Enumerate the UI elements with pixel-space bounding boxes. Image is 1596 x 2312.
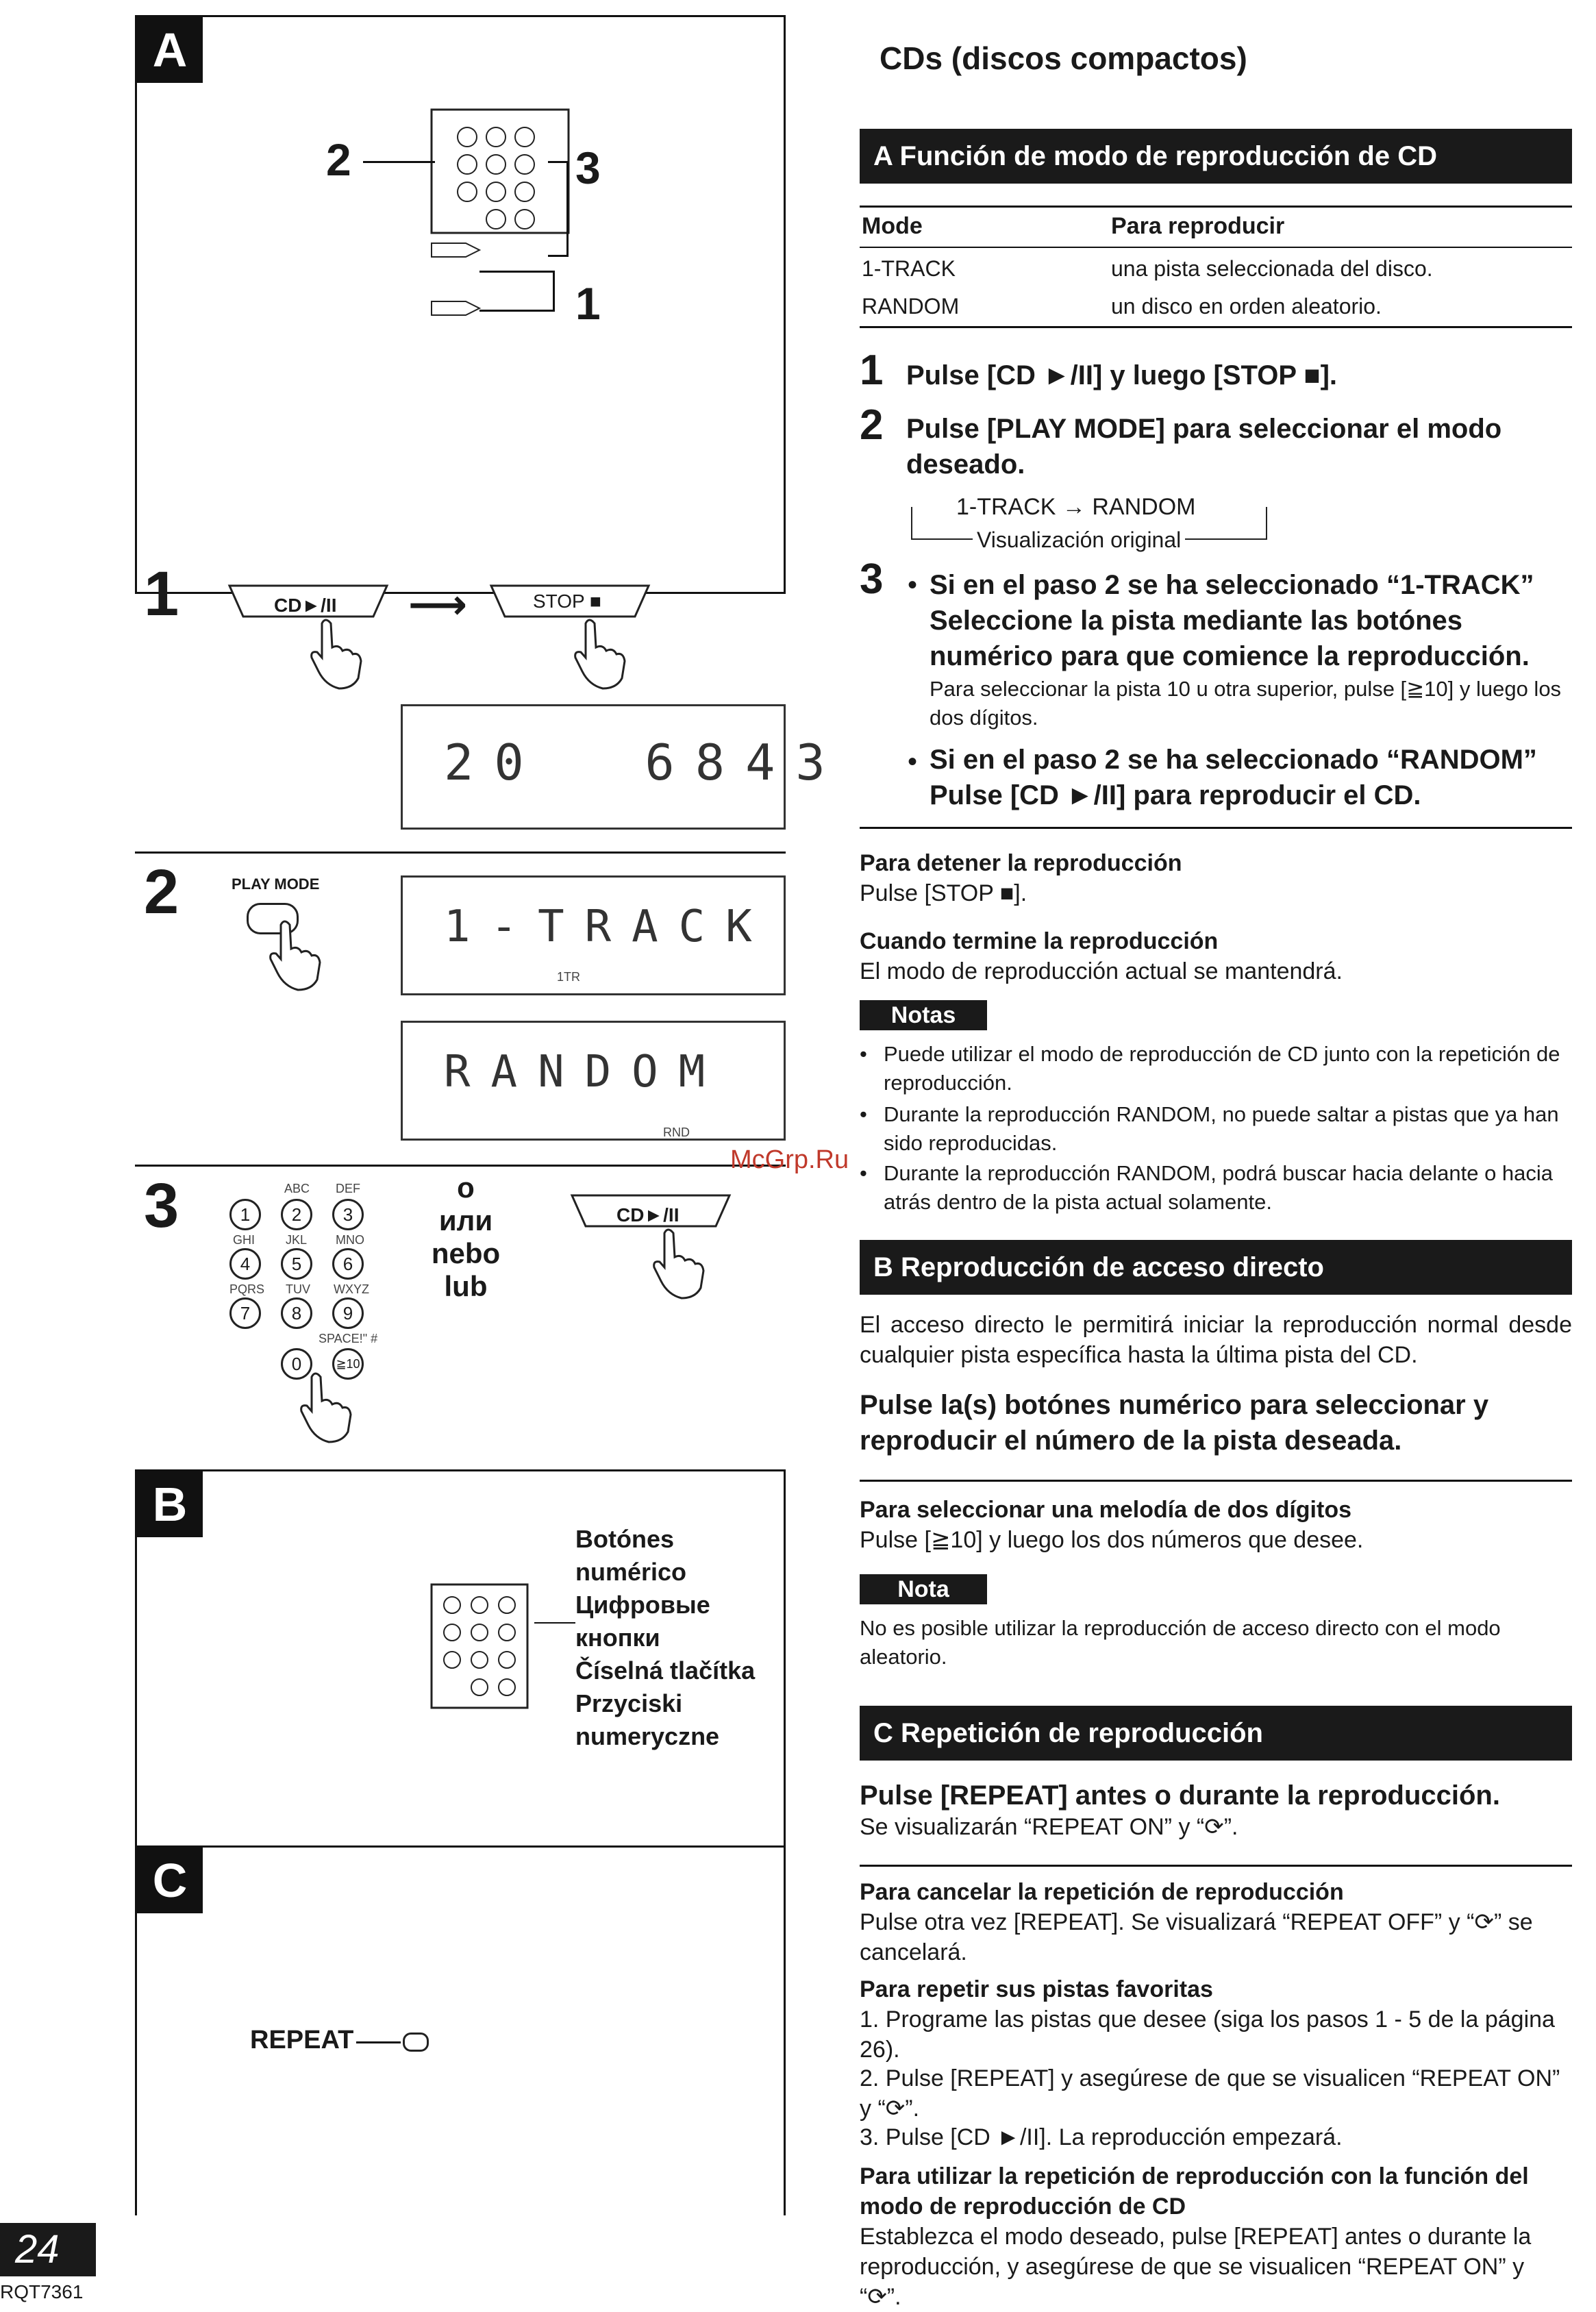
table-bottom-rule bbox=[860, 326, 1572, 328]
step-2-number: 2 bbox=[144, 857, 179, 927]
table-row-2-desc: un disco en orden aleatorio. bbox=[1111, 294, 1382, 319]
key-2[interactable]: 2 bbox=[281, 1199, 312, 1230]
key-6[interactable]: 6 bbox=[332, 1248, 364, 1280]
finger-press-icon bbox=[264, 918, 325, 993]
step3-bullet-1-dot: • bbox=[908, 570, 918, 600]
keypad-label-jkl: JKL bbox=[286, 1233, 308, 1247]
cd-play-pause-button-step3-label: CD►/II bbox=[616, 1204, 679, 1226]
doc-code: RQT7361 bbox=[0, 2281, 84, 2302]
panel-a bbox=[135, 15, 786, 594]
note-1: • Puede utilizar el modo de reproducción de CD junto con la repetición de reproducción. bbox=[860, 1042, 1560, 1095]
step3-bullet-2-title: Si en el paso 2 se ha seleccionado “RANDOM” bbox=[930, 745, 1537, 775]
callout-1: 1 bbox=[575, 278, 601, 329]
page-number: 24 bbox=[15, 2227, 60, 2272]
table-top-rule bbox=[860, 206, 1572, 208]
note-2-text: Durante la reproducción RANDOM, no puede saltar a pistas que ya han sido reproducidas. bbox=[884, 1102, 1559, 1155]
display-time bbox=[401, 704, 846, 830]
two-digit-text: Pulse [≧10] y luego los dos números que desee. bbox=[860, 1527, 1364, 1553]
display-random-indicator: RND bbox=[663, 1126, 690, 1139]
right-step-3-number: 3 bbox=[860, 556, 884, 603]
section-c-instruction: Pulse [REPEAT] antes o durante la reproducción. bbox=[860, 1780, 1500, 1811]
step-1-number: 1 bbox=[144, 559, 179, 629]
caption-line-3: Цифровые bbox=[575, 1591, 710, 1619]
panel-a-letter: A bbox=[137, 17, 203, 83]
stop-heading: Para detener la reproducción bbox=[860, 850, 1182, 876]
right-step-2-number: 2 bbox=[860, 401, 884, 449]
finger-press-icon bbox=[569, 617, 630, 692]
table-header-para: Para reproducir bbox=[1111, 213, 1285, 239]
keypad-label-wxyz: WXYZ bbox=[334, 1282, 369, 1296]
stop-text: Pulse [STOP ■]. bbox=[860, 880, 1027, 906]
right-step-2-text: Pulse [PLAY MODE] para seleccionar el modo deseado. bbox=[906, 414, 1502, 480]
table-row-2-mode: RANDOM bbox=[862, 294, 960, 319]
section-a-heading: A Función de modo de reproducción de CD bbox=[860, 129, 1572, 184]
finger-press-icon bbox=[295, 1370, 356, 1445]
right-step-1-text: Pulse [CD ►/II] y luego [STOP ■]. bbox=[906, 360, 1338, 390]
section-c-instruction-sub: Se visualizarán “REPEAT ON” y “⟳”. bbox=[860, 1814, 1238, 1840]
remote-keypad-illustration bbox=[428, 1581, 531, 1711]
callout-3-bracket bbox=[548, 161, 569, 257]
watermark: McGrp.Ru bbox=[730, 1145, 849, 1174]
section-c-rule bbox=[860, 1865, 1572, 1867]
fav-step-2: 2. Pulse [REPEAT] y asegúrese de que se visualicen “REPEAT ON” y “⟳”. bbox=[860, 2065, 1560, 2122]
notes-badge: Notas bbox=[860, 1000, 987, 1030]
section-b-rule bbox=[860, 1480, 1572, 1482]
step3-bullet-1-text: Seleccione la pista mediante las botónes numérico para que comience la reproducción. bbox=[930, 606, 1530, 671]
cancel-heading: Para cancelar la repetición de reproducción bbox=[860, 1879, 1344, 1905]
fav-heading: Para repetir sus pistas favoritas bbox=[860, 1976, 1213, 2002]
step3-bullet-2-text: Pulse [CD ►/II] para reproducir el CD. bbox=[930, 780, 1421, 810]
section-b-heading: B Reproducción de acceso directo bbox=[860, 1240, 1572, 1295]
caption-line-2: numérico bbox=[575, 1558, 687, 1586]
caption-line-4: кнопки bbox=[575, 1624, 660, 1652]
end-text: El modo de reproducción actual se mantendrá. bbox=[860, 958, 1343, 984]
key-9[interactable]: 9 bbox=[332, 1297, 364, 1329]
divider-step3 bbox=[135, 1165, 786, 1167]
panel-c-letter: C bbox=[137, 1848, 203, 1913]
repeat-button[interactable] bbox=[403, 2033, 429, 2052]
step3-bullet-2-dot: • bbox=[908, 747, 918, 777]
display-1-track-text: 1-TRACK bbox=[444, 902, 773, 952]
panel-c bbox=[135, 1845, 786, 2215]
key-8[interactable]: 8 bbox=[281, 1297, 312, 1329]
callout-1-bracket bbox=[479, 271, 555, 312]
end-heading: Cuando termine la reproducción bbox=[860, 928, 1219, 954]
table-header-mode: Mode bbox=[862, 213, 923, 239]
key-1[interactable]: 1 bbox=[229, 1199, 261, 1230]
keypad-label-mno: MNO bbox=[336, 1233, 364, 1247]
divider-step2 bbox=[135, 852, 786, 854]
panel-b bbox=[135, 1469, 786, 1848]
stop-button-label: STOP ■ bbox=[533, 591, 601, 612]
or-word-ru: или bbox=[438, 1204, 493, 1236]
note-2: • Durante la reproducción RANDOM, no puede saltar a pistas que ya han sido reproducidas. bbox=[860, 1102, 1559, 1155]
display-random-text: RANDOM bbox=[444, 1047, 726, 1097]
caption-line-7: numeryczne bbox=[575, 1722, 720, 1750]
numeric-buttons-caption bbox=[575, 1523, 755, 1753]
key-3[interactable]: 3 bbox=[332, 1199, 364, 1230]
repeat-callout-line bbox=[356, 2041, 401, 2043]
func-text: Establezca el modo deseado, pulse [REPEAT] antes o durante la reproducción, y asegúrese de que se visualicen “REPEAT ON” y “⟳”. bbox=[860, 2224, 1532, 2310]
section-b-intro: El acceso directo le permitirá iniciar la reproducción normal desde cualquier pista específica hasta la última pista del CD. bbox=[860, 1312, 1572, 1368]
callout-3: 3 bbox=[575, 142, 601, 193]
display-random bbox=[401, 1021, 786, 1141]
keypad-label-ghi: GHI bbox=[233, 1233, 255, 1247]
or-word-es: o bbox=[457, 1171, 475, 1204]
section-a-rule bbox=[860, 827, 1572, 829]
table-row-1-mode: 1-TRACK bbox=[862, 256, 956, 281]
caption-line-1: Botónes bbox=[575, 1525, 674, 1553]
key-5[interactable]: 5 bbox=[281, 1248, 312, 1280]
display-1-track bbox=[401, 875, 786, 995]
finger-press-icon bbox=[647, 1226, 709, 1302]
finger-press-icon bbox=[305, 617, 366, 692]
fav-step-3: 3. Pulse [CD ►/II]. La reproducción empezará. bbox=[860, 2124, 1343, 2150]
section-b-note-text: No es posible utilizar la reproducción de acceso directo con el modo aleatorio. bbox=[860, 1616, 1501, 1669]
note-3-text: Durante la reproducción RANDOM, podrá buscar hacia delante o hacia atrás dentro de la pista actual solamente. bbox=[884, 1161, 1554, 1214]
cycle-line-2: Visualización original bbox=[973, 525, 1185, 555]
cancel-text: Pulse otra vez [REPEAT]. Se visualizará “REPEAT OFF” y “⟳” se cancelará. bbox=[860, 1909, 1533, 1965]
two-digit-heading: Para seleccionar una melodía de dos dígitos bbox=[860, 1497, 1352, 1523]
key-7[interactable]: 7 bbox=[229, 1297, 261, 1329]
display-1-track-indicator: 1TR bbox=[557, 970, 581, 984]
table-header-rule bbox=[860, 247, 1572, 248]
func-heading: Para utilizar la repetición de reproducción con la función del modo de reproducción de CD bbox=[860, 2163, 1529, 2220]
key-4[interactable]: 4 bbox=[229, 1248, 261, 1280]
note-1-text: Puede utilizar el modo de reproducción de CD junto con la repetición de reproducción. bbox=[884, 1042, 1560, 1095]
cd-play-pause-button-label: CD►/II bbox=[274, 595, 337, 616]
keypad-label-pqrs: PQRS bbox=[229, 1282, 265, 1296]
repeat-label: REPEAT bbox=[250, 2026, 354, 2054]
key-0[interactable]: 0 bbox=[281, 1348, 312, 1380]
caption-line-5: Číselná tlačítka bbox=[575, 1656, 756, 1685]
or-word-cs: nebo bbox=[431, 1237, 501, 1269]
note-3: • Durante la reproducción RANDOM, podrá buscar hacia delante o hacia atrás dentro de la pista actual solamente. bbox=[860, 1161, 1554, 1214]
key-10-plus[interactable]: ≧10 bbox=[332, 1348, 364, 1380]
keypad-label-def: DEF bbox=[336, 1182, 360, 1195]
keypad-label-space: SPACE!" # bbox=[319, 1332, 378, 1345]
step3-bullet-1-title: Si en el paso 2 se ha seleccionado “1-TRACK” bbox=[930, 570, 1534, 600]
arrow-right-icon: ⟶ bbox=[408, 582, 468, 627]
page-title: CDs (discos compactos) bbox=[880, 40, 1247, 76]
keypad-label-abc: ABC bbox=[284, 1182, 310, 1195]
panel-b-letter: B bbox=[137, 1471, 203, 1537]
callout-2: 2 bbox=[326, 134, 351, 185]
cycle-line-1: 1-TRACK → RANDOM bbox=[952, 492, 1199, 522]
panel-b-callout-line bbox=[534, 1622, 575, 1624]
page-number-box bbox=[0, 2223, 96, 2276]
caption-line-6: Przyciski bbox=[575, 1689, 683, 1717]
step3-bullet-1-small: Para seleccionar la pista 10 u otra superior, pulse [≧10] y luego los dos dígitos. bbox=[930, 677, 1562, 730]
or-word-pl: lub bbox=[444, 1270, 488, 1302]
section-c-heading: C Repetición de reproducción bbox=[860, 1706, 1572, 1761]
callout-2-line bbox=[363, 161, 435, 163]
nota-badge: Nota bbox=[860, 1574, 987, 1604]
keypad-label-tuv: TUV bbox=[286, 1282, 310, 1296]
display-time-text: 20 6843 bbox=[444, 734, 846, 791]
play-mode-label: PLAY MODE bbox=[232, 875, 320, 893]
section-b-instruction: Pulse la(s) botónes numérico para seleccionar y reproducir el número de la pista deseada. bbox=[860, 1390, 1489, 1456]
table-row-1-desc: una pista seleccionada del disco. bbox=[1111, 256, 1433, 281]
step-3-number: 3 bbox=[144, 1171, 179, 1241]
right-step-1-number: 1 bbox=[860, 347, 884, 394]
or-words bbox=[411, 1171, 521, 1303]
fav-step-1: 1. Programe las pistas que desee (siga los pasos 1 - 5 de la página 26). bbox=[860, 2006, 1555, 2063]
